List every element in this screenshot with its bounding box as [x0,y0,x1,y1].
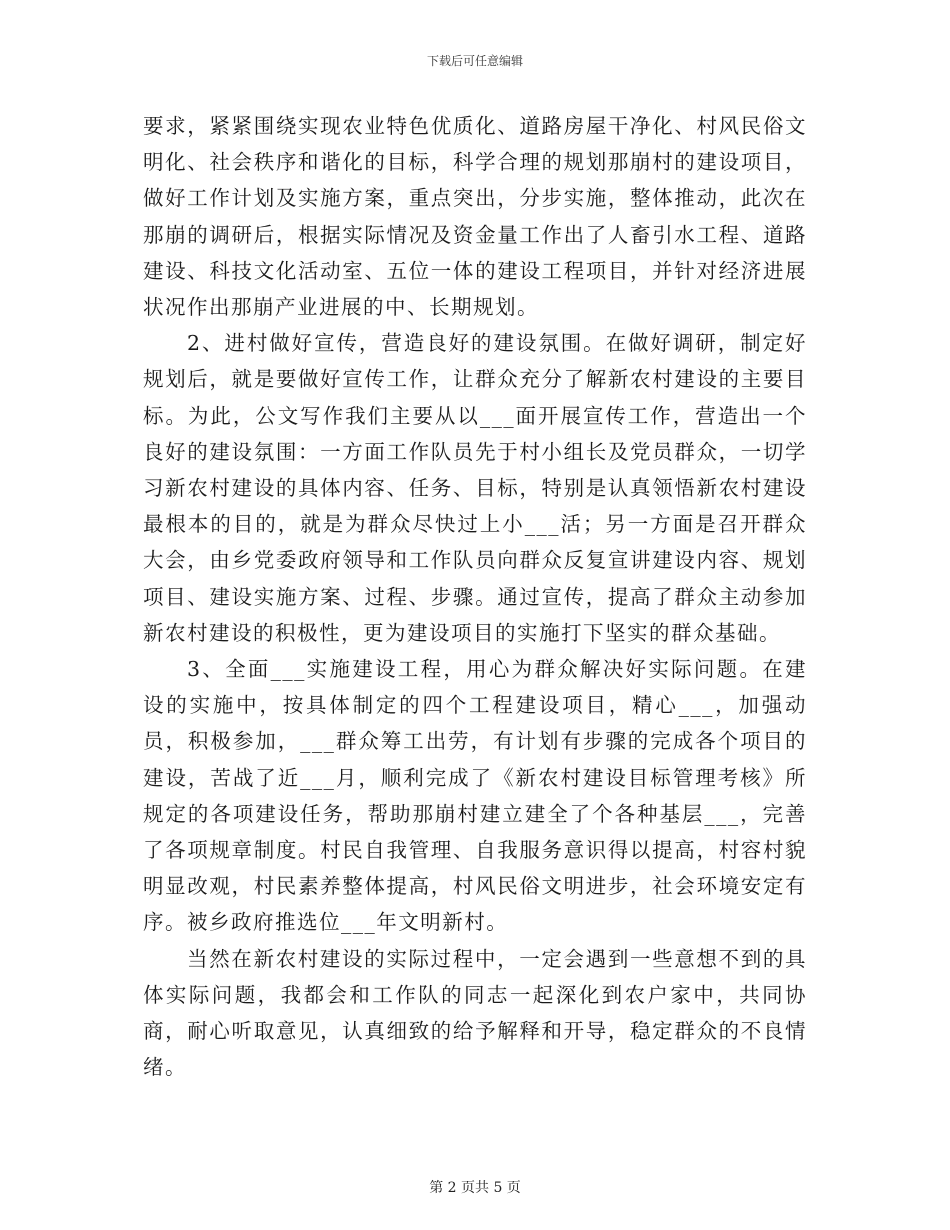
paragraph-2: 2、进村做好宣传，营造良好的建设氛围。在做好调研，制定好规划后，就是要做好宣传工作，让群众充分了解新农村建设的主要目标。为此，公文写作我们主要从以___面开展宣传工作，营造出一个良好的建设氛围：一方面工作队员先于村小组长及党员群众，一切学习新农村建设的具体内容、任务、目标，特别是认真领悟新农村建设最根本的目的，就是为群众尽快过上小___活；另一方面是召开群众大会，由乡党委政府领导和工作队员向群众反复宣讲建设内容、规划项目、建设实施方案、过程、步骤。通过宣传，提高了群众主动参加新农村建设的积极性，更为建设项目的实施打下坚实的群众基础。 [143,331,807,645]
page-number: 第 2 页共 5 页 [429,1180,521,1196]
paragraph-4: 当然在新农村建设的实际过程中，一定会遇到一些意想不到的具体实际问题，我都会和工作队的同志一起深化到农户家中，共同协商，耐心听取意见，认真细致的给予解释和开导，稳定群众的不良情绪。 [143,946,807,1080]
paragraph-3: 3、全面___实施建设工程，用心为群众解决好实际问题。在建设的实施中，按具体制定的四个工程建设项目，精心___，加强动员，积极参加，___群众筹工出劳，有计划有步骤的完成各个项目的建设，苦战了近___月，顺利完成了《新农村建设目标管理考核》所规定的各项建设任务，帮助那崩村建立建全了个各种基层___，完善了各项规章制度。村民自我管理、自我服务意识得以提高，村容村貌明显改观，村民素养整体提高，村风民俗文明进步，社会环境安定有序。被乡政府推选位___年文明新村。 [143,657,807,935]
page-header: 下载后可任意编辑 [426,54,523,68]
document-body [143,108,807,1085]
paragraph-1: 要求，紧紧围绕实现农业特色优质化、道路房屋干净化、村风民俗文明化、社会秩序和谐化的目标，科学合理的规划那崩村的建设项目，做好工作计划及实施方案，重点突出，分步实施，整体推动，此次在那崩的调研后，根据实际情况及资金量工作出了人畜引水工程、道路建设、科技文化活动室、五位一体的建设工程项目，并针对经济进展状况作出那崩产业进展的中、长期规划。 [143,114,807,320]
